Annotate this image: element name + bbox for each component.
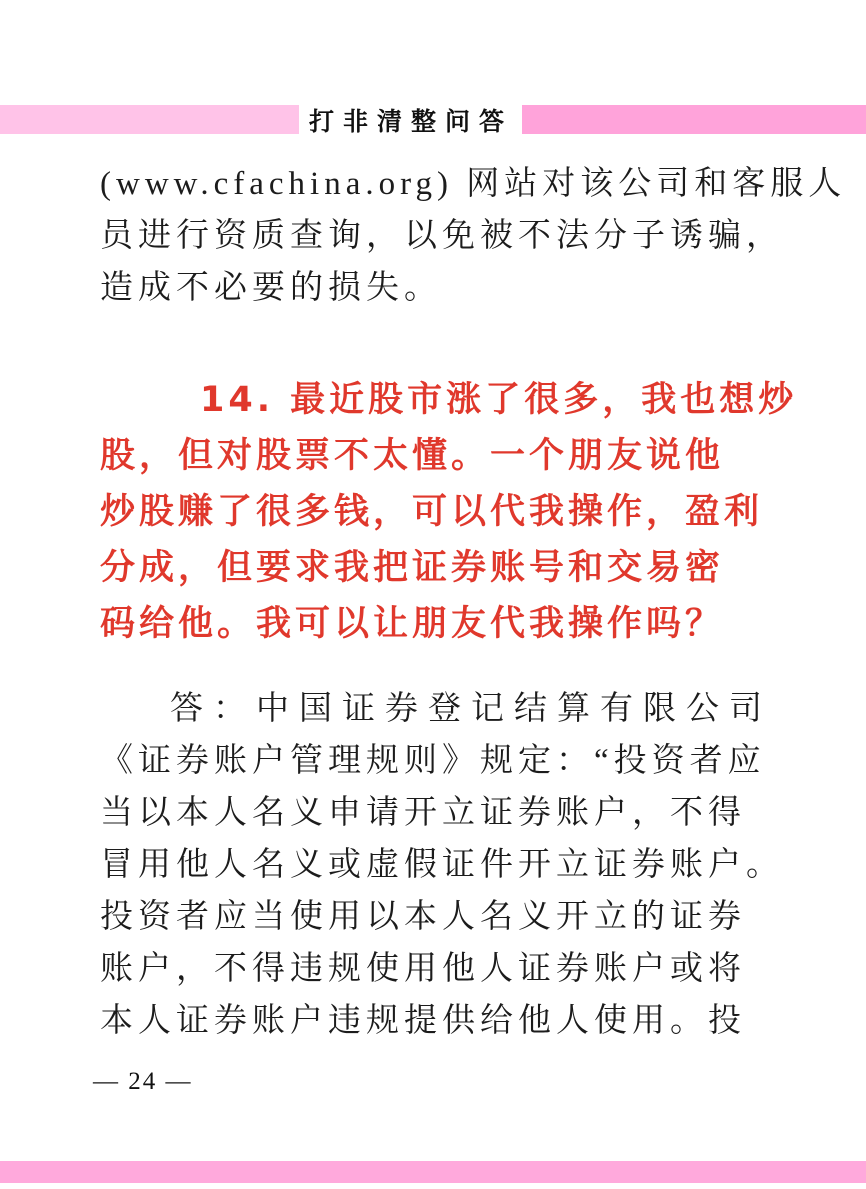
page-number: — 24 — — [93, 1068, 193, 1095]
question-line: 股，但对股票不太懂。一个朋友说他 — [100, 436, 725, 476]
answer-line: 投资者应当使用以本人名义开立的证券 — [100, 899, 746, 935]
question-14-paragraph — [100, 372, 798, 652]
answer-line: 本人证券账户违规提供给他人使用。投 — [100, 1003, 746, 1039]
question-line: 炒股赚了很多钱，可以代我操作，盈利 — [100, 492, 764, 532]
question-line: 分成，但要求我把证券账号和交易密 — [100, 548, 725, 588]
answer-line: 账户，不得违规使用他人证券账户或将 — [100, 951, 746, 987]
footer-band — [0, 1161, 866, 1183]
answer-line: 冒用他人名义或虚假证件开立证券账户。 — [100, 847, 784, 883]
page-header-title: 打非清整问答 — [308, 108, 513, 136]
answer-line: 答：中国证券登记结算有限公司 — [170, 691, 772, 727]
header-band-left — [0, 105, 299, 134]
text-line: 员进行资质查询，以免被不法分子诱骗， — [100, 218, 784, 254]
text-line: 造成不必要的损失。 — [100, 270, 442, 306]
intro-paragraph — [100, 158, 847, 314]
text-line: (www.cfachina.org) 网站对该公司和客服人 — [100, 166, 847, 202]
header-band-right — [522, 105, 866, 134]
answer-line: 当以本人名义申请开立证券账户，不得 — [100, 795, 746, 831]
question-line: 14. 最近股市涨了很多，我也想炒 — [200, 380, 798, 420]
answer-line: 《证券账户管理规则》规定：“投资者应 — [100, 743, 766, 779]
question-line: 码给他。我可以让朋友代我操作吗？ — [100, 604, 725, 644]
answer-paragraph — [100, 683, 784, 1047]
